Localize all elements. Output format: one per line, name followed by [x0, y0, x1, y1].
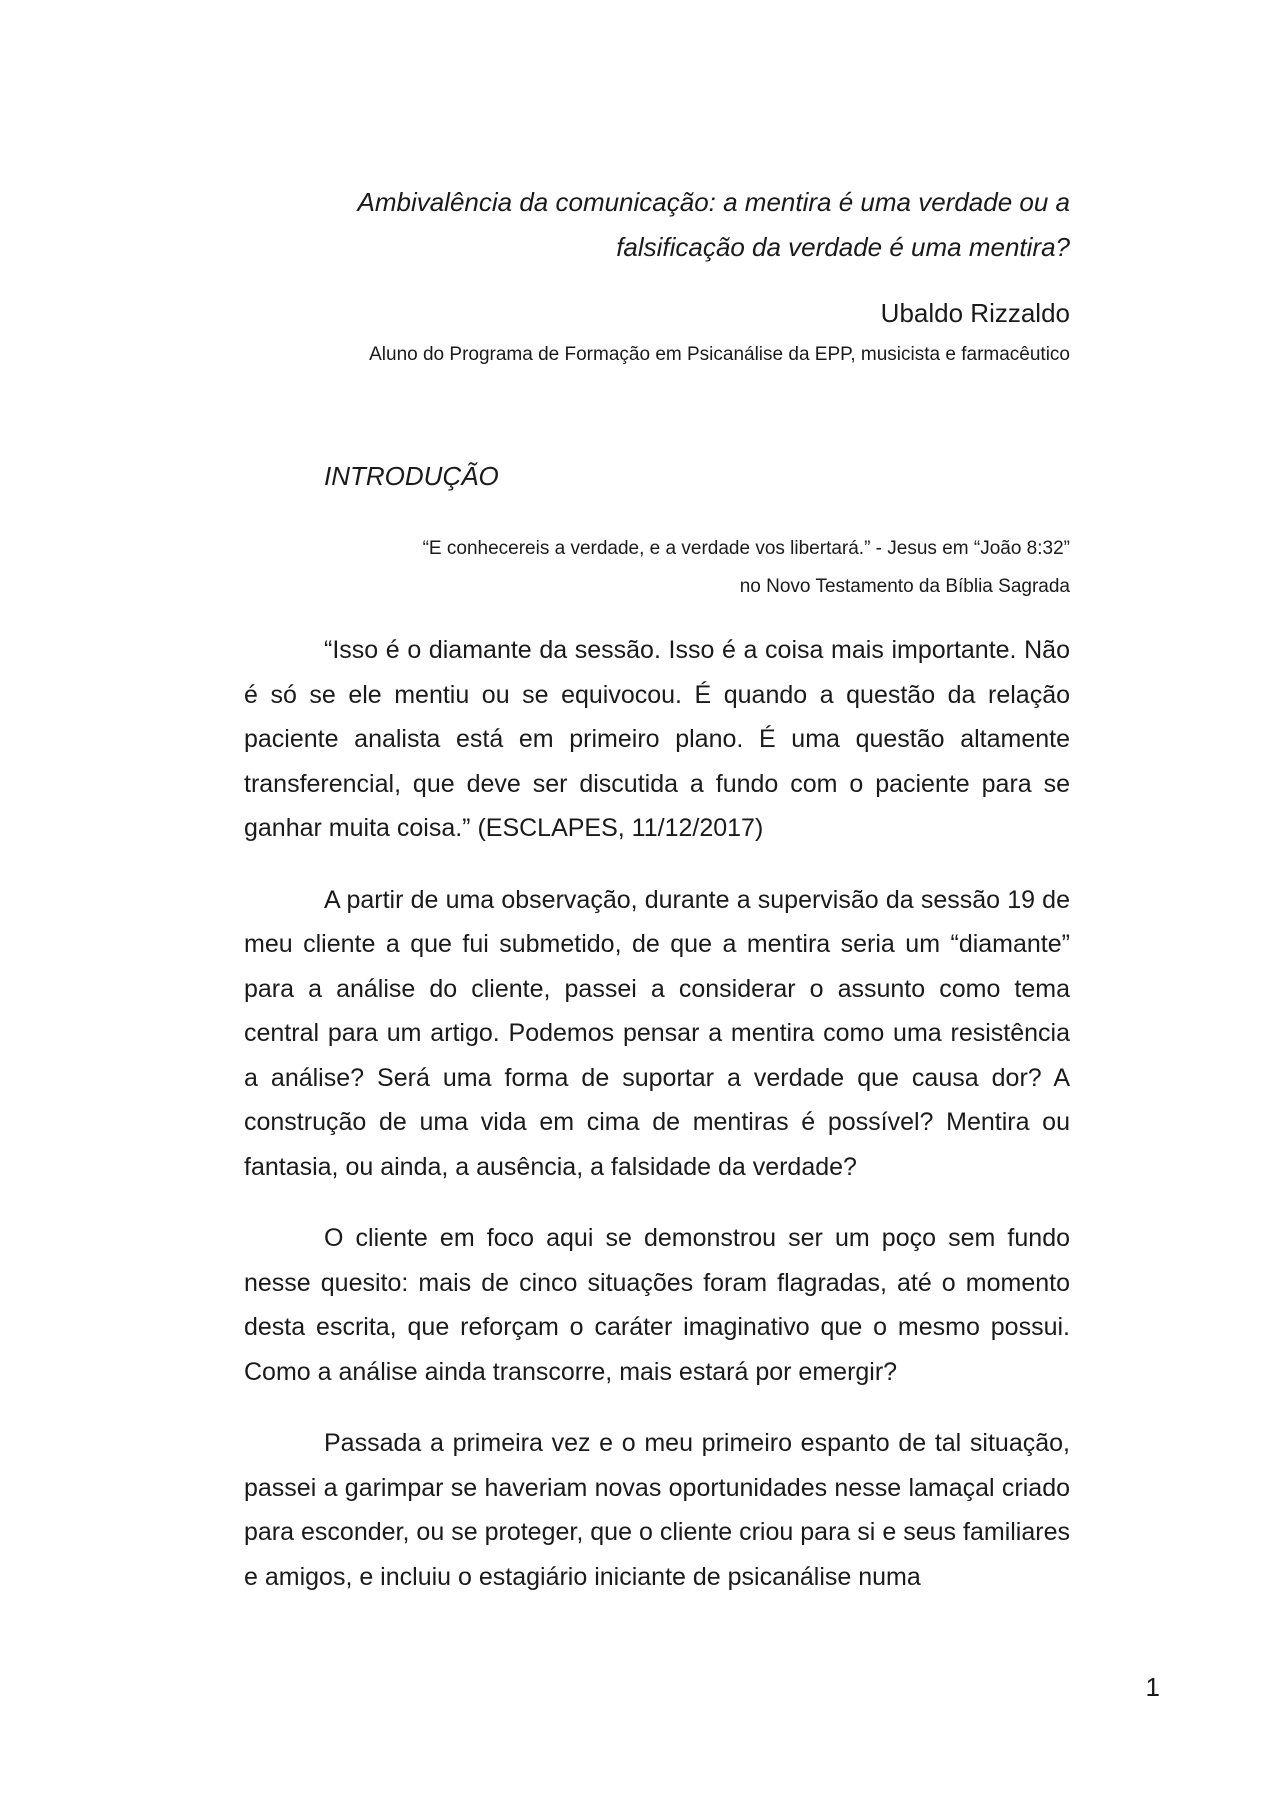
document-title	[250, 180, 1070, 270]
body-text	[244, 628, 1070, 1626]
author-name: Ubaldo Rizzaldo	[880, 298, 1070, 328]
epigraph	[250, 530, 1070, 606]
epigraph-quote: “E conhecereis a verdade, e a verdade vos libertará.” - Jesus em “João 8:32”	[422, 538, 1070, 559]
paragraph: A partir de uma observação, durante a supervisão da sessão 19 de meu cliente a que fui submetido, de que a mentira seria um “diamante” para a análise do cliente, passei a considerar o assunto como tema central para um artigo. Podemos pensar a mentira como uma resistência a análise? Será uma forma de suportar a verdade que causa dor? A construção de uma vida em cima de mentiras é possível? Mentira ou fantasia, ou ainda, a ausência, a falsidade da verdade?	[244, 885, 1070, 1181]
section-heading: INTRODUÇÃO	[324, 461, 499, 491]
paragraph: “Isso é o diamante da sessão. Isso é a coisa mais importante. Não é só se ele mentiu ou se equivocou. É quando a questão da relação paciente analista está em primeiro plano. É uma questão altamente transferencial, que deve ser discutida a fundo com o paciente para se ganhar muita coisa.” (ESCLAPES, 11/12/2017)	[244, 636, 1070, 842]
author-affiliation: Aluno do Programa de Formação em Psicanálise da EPP, musicista e farmacêutico	[369, 344, 1070, 365]
page-number: 1	[1145, 1672, 1160, 1702]
title-line-1: Ambivalência da comunicação: a mentira é uma verdade ou a	[357, 187, 1070, 217]
epigraph-source: no Novo Testamento da Bíblia Sagrada	[739, 576, 1070, 597]
title-line-2: falsificação da verdade é uma mentira?	[616, 232, 1070, 262]
paragraph: Passada a primeira vez e o meu primeiro espanto de tal situação, passei a garimpar se haveriam novas oportunidades nesse lamaçal criado para esconder, ou se proteger, que o cliente criou para si e seus familiares e amigos, e incluiu o estagiário iniciante de psicanálise numa	[244, 1429, 1070, 1591]
paragraph: O cliente em foco aqui se demonstrou ser um poço sem fundo nesse quesito: mais de cinco situações foram flagradas, até o momento desta escrita, que reforçam o caráter imaginativo que o mesmo possui. Como a análise ainda transcorre, mais estará por emergir?	[244, 1224, 1070, 1386]
